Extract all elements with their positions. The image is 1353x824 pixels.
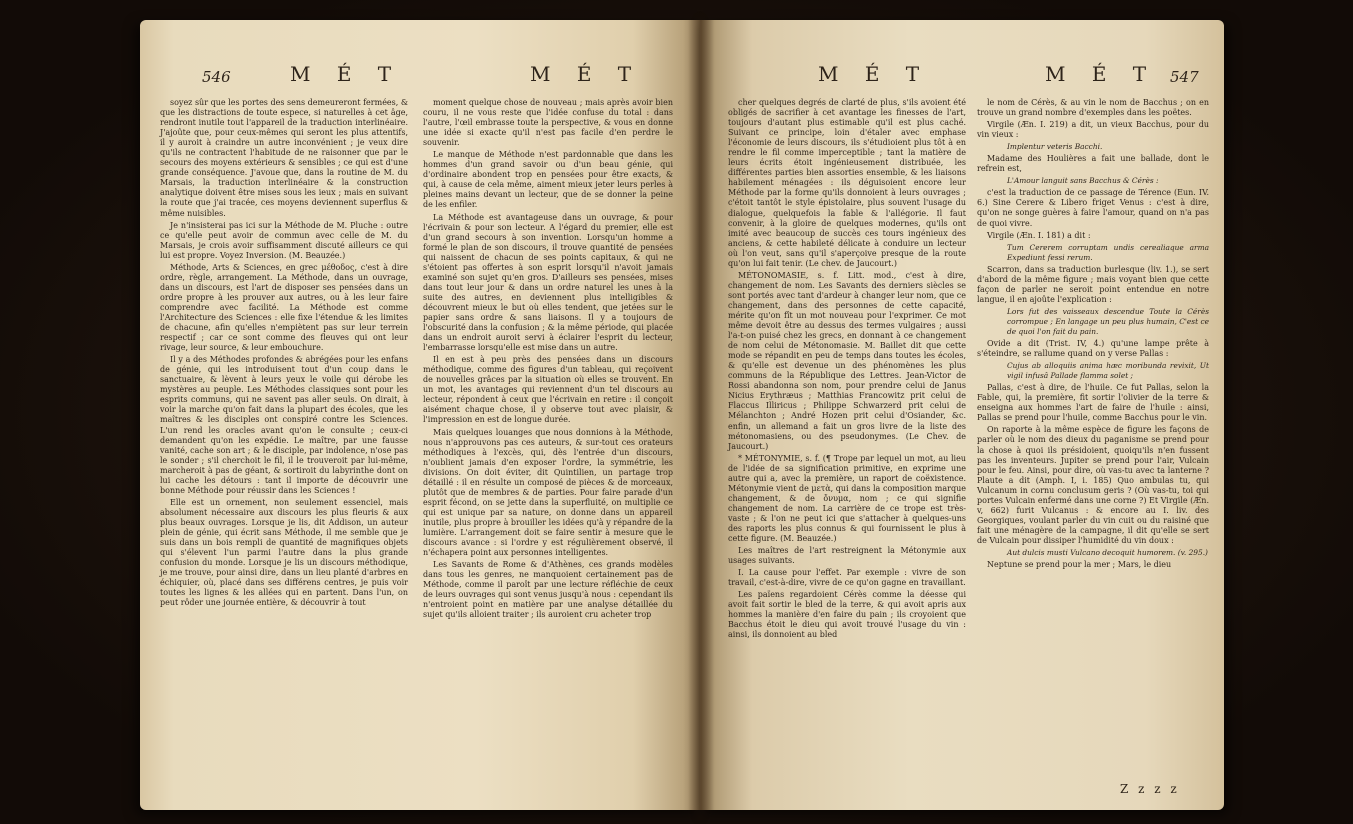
- paragraph: Je n'insisterai pas ici sur la Méthode de M. Pluche : outre ce qu'elle peut avoir de commun avec celle de M. du Marsais, je crois avoir suffisamment discuté ailleurs ce qui lui est propre. Voyez Inversion. (M. Beauzée.): [160, 220, 408, 260]
- right-column-2: [977, 98, 1209, 572]
- paragraph: Il y a des Méthodes profondes & abrégées pour les enfans de génie, qui les introduisent tout d'un coup dans le sanctuaire, & lèvent à leurs yeux le voile qui dérobe les mystères au peuple. Les Méthodes classiques sont pour les esprits communs, qui ne savent pas aller seuls. On dirait, à voir la marche qu'on fait dans la plupart des écoles, que les maîtres & les disciples ont conspiré contre les Sciences. L'un rend les oracles avant qu'on le consulte ; ceux-ci demandent qu'on les expédie. Le maître, par une fausse vanité, cache son art ; & le disciple, par indolence, n'ose pas le sonder ; s'il cherchoit le fil, il le trouveroit par lui-même, marcheroit à pas de géant, & sortiroit du labyrinthe dont on lui cache les détours : tant il importe de découvrir une bonne Méthode pour réussir dans les Sciences !: [160, 355, 408, 495]
- left-page: [140, 20, 700, 810]
- paragraph: moment quelque chose de nouveau ; mais après avoir bien couru, il ne vous reste que l'idée confuse du total : dans l'autre, l'œil embrasse toute la perspective, & vous en donne une idée si exacte qu'il n'est pas facile d'en perdre le souvenir.: [423, 98, 673, 148]
- paragraph: Scarron, dans sa traduction burlesque (liv. 1.), se sert d'abord de la même figure ; mais voyant bien que cette façon de parler ne seroit point entendue en notre langue, il en ajoûte l'explication :: [977, 264, 1209, 304]
- left-column-2: [423, 98, 673, 622]
- paragraph: Les Savants de Rome & d'Athènes, ces grands modèles dans tous les genres, ne manquoient certainement pas de Méthode, comme il paroît par une lecture réfléchie de ceux de leurs ouvrages qui sont venus jusqu'à nous : cependant ils n'entroient point en matière par une analyse détaillée du sujet qu'ils alloient traiter ; ils auroient cru acheter trop: [423, 560, 673, 620]
- paragraph: La Méthode est avantageuse dans un ouvrage, & pour l'écrivain & pour son lecteur. A l'égard du premier, elle est d'un grand secours à son invention. Lorsqu'un homme a formé le plan de son discours, il trouve quantité de pensées qui naissent de chacun de ses points capitaux, & qui ne s'étoient pas offertes à son esprit lorsqu'il n'avoit jamais examiné son sujet qu'en gros. D'ailleurs ses pensées, mises dans tout leur jour & dans un ordre naturel les unes à la suite des autres, en deviennent plus intelligibles & découvrent mieux le but où elles tendent, que jetées sur le papier sans ordre & sans liaisons. Il y a toujours de l'obscurité dans la confusion ; & la même période, qui placée dans un endroit auroit servi à éclairer l'esprit du lecteur, l'embarrasse lorsqu'elle est mise dans un autre.: [423, 212, 673, 353]
- paragraph: Les païens regardoient Cérès comme la déesse qui avoit fait sortir le bled de la terre, & qui avoit apris aux hommes la manière d'en faire du pain ; ils croyoient que Bacchus étoit le dieu qui avoit trouvé l'usage du vin : ainsi, ils donnoient au bled: [728, 590, 966, 640]
- right-running-head-1: M É T: [818, 62, 930, 86]
- paragraph: I. La cause pour l'effet. Par exemple : vivre de son travail, c'est-à-dire, vivre de ce qu'on gagne en travaillant.: [728, 568, 966, 588]
- paragraph: Virgile (Æn. I. 181) a dit :: [987, 230, 1091, 240]
- left-page-number: 546: [202, 68, 231, 86]
- paragraph: Les maîtres de l'art restreignent la Métonymie aux usages suivants.: [728, 546, 966, 566]
- verse-quote: L'Amour languit sans Bacchus & Cérès :: [1007, 176, 1159, 186]
- paragraph: Elle est un ornement, non seulement essenciel, mais absolument nécessaire aux discours les plus fleuris & aux plus beaux ouvrages. Lorsque je lis, dit Addison, un auteur plein de génie, qui écrit sans Méthode, il me semble que je suis dans un bois rempli de quantité de magnifiques objets qui s'élevent l'un parmi l'autre dans la plus grande confusion du monde. Lorsque je lis un discours méthodique, je me trouve, pour ainsi dire, dans un lieu planté d'arbres en échiquier, où, placé dans ses différens centres, je puis voir toutes les lignes & les allées qui en partent. Dans l'un, on peut rôder une journée entière, & découvrir à tout: [160, 497, 408, 608]
- paragraph: Neptune se prend pour la mer ; Mars, le dieu: [987, 560, 1172, 570]
- right-running-head-2: M É T: [1045, 62, 1157, 86]
- right-column-1: [728, 98, 966, 642]
- paragraph: Il en est à peu près des pensées dans un discours méthodique, comme des figures d'un tableau, qui reçoivent de nouvelles grâces par la situation où elles se trouvent. En un mot, les avantages qui reviennent d'un tel discours au lecteur, répondent à ceux que l'écrivain en retire : il conçoit aisément chaque chose, il y observe tout avec plaisir, & l'impression en est de longue durée.: [423, 355, 673, 425]
- paragraph: * MÉTONYMIE, s. f. (¶ Trope par lequel un mot, au lieu de l'idée de sa signification primitive, en exprime une autre qui a, avec la première, un raport de coëxistence. Métonymie vient de μετὰ, qui dans la composition marque changement, & de ὄνυμα, nom ; ce qui signifie changement de nom. La carrière de ce trope est très-vaste ; & l'on ne peut ici que s'attacher à quelques-uns des raports les plus connus & qui fournissent le plus à cette figure. (M. Beauzée.): [728, 453, 966, 544]
- paragraph: Ovide a dit (Trist. IV, 4.) qu'une lampe prête à s'éteindre, se rallume quand on y verse Pallas :: [977, 339, 1209, 359]
- paragraph: le nom de Cérès, & au vin le nom de Bacchus ; on en trouve un grand nombre d'exemples dans les poëtes.: [977, 98, 1209, 118]
- right-page: [700, 20, 1224, 810]
- verse-quote: Cujus ab alloquiis anima hæc moribunda revixit, Ut vigil infusâ Pallade flamma solet ;: [1007, 361, 1209, 381]
- paragraph: On raporte à la même espèce de figure les façons de parler où le nom des dieux du paganisme se prend pour la chose à quoi ils présidoient, quoiqu'ils n'en fussent pas les inventeurs. Jupiter se prend pour l'air, Vulcain pour le feu. Ainsi, pour dire, où vas-tu avec ta lanterne ? Plaute a dit (Amph. I, i. 185) Quo ambulas tu, qui Vulcanum in cornu conclusum geris ? (Où vas-tu, toi qui portes Vulcain enfermé dans une corne ?) Et Virgile (Æn. v, 662) furit Vulcanus : & encore au I. liv. des Georgiques, voulant parler du vin cuit ou du raisiné que fait une ménagère de la campagne, il dit qu'elle se sert de Vulcain pour dissiper l'humidité du vin doux :: [977, 425, 1209, 545]
- paragraph: Virgile (Æn. I. 219) a dit, un vieux Bacchus, pour du vin vieux :: [977, 120, 1209, 140]
- left-running-head-2: M É T: [530, 62, 642, 86]
- verse-quote: Aut dulcis musti Vulcano decoquit humorem. (v. 295.): [1007, 547, 1208, 557]
- right-page-number: 547: [1170, 68, 1199, 86]
- verse-quote: Tum Cererem corruptam undis cerealiaque arma Expediunt fessi rerum.: [1007, 242, 1209, 262]
- signature-mark: Z z z z: [1120, 782, 1180, 796]
- paragraph: Pallas, c'est à dire, de l'huile. Ce fut Pallas, selon la Fable, qui, la première, fit sortir l'olivier de la terre & enseigna aux hommes l'art de faire de l'huile : ainsi, Pallas se prend pour l'huile, comme Bacchus pour le vin.: [977, 383, 1209, 423]
- paragraph: Madame des Houlières a fait une ballade, dont le refrein est,: [977, 154, 1209, 174]
- paragraph: Mais quelques louanges que nous donnions à la Méthode, nous n'approuvons pas ces auteurs, & sur-tout ces orateurs méthodiques à l'excès, qui, dès l'entrée d'un discours, n'oublient jamais d'en exposer l'ordre, la symmétrie, les divisions. On doit éviter, dit Quintilien, un partage trop détaillé : il en résulte un composé de pièces & de morceaux, plutôt que de membres & de parties. Pour faire parade d'un esprit fécond, on se jette dans la superfluité, on multiplie ce qui est unique par sa nature, on donne dans un appareil inutile, plus propre à brouiller les idées qu'à y répandre de la lumière. L'arrangement doit se faire sentir à mesure que le discours avance : si l'ordre y est régulièrement observé, il n'échapera point aux personnes intelligentes.: [423, 427, 673, 558]
- paragraph: soyez sûr que les portes des sens demeureront fermées, & que les distractions de toute espece, si naturelles à cet âge, rendront inutile tout l'appareil de la traduction interlinéaire. J'ajoûte que, pour ceux-mêmes qui seront les plus attentifs, il y auroit à craindre un autre inconvénient ; je veux dire qu'ils ne contractent l'habitude de ne raisonner que par le secours des moyens extérieurs & sensibles ; ce qui est d'une grande conséquence. J'avoue que, dans la routine de M. du Marsais, la traduction interlinéaire & la construction analytique doivent être mises sous les ieux ; mais en suivant la route que j'ai tracée, ces moyens deviennent superflus & même nuisibles.: [160, 98, 408, 218]
- paragraph: cher quelques degrés de clarté de plus, s'ils avoient été obligés de sacrifier à cet avantage les finesses de l'art, toujours d'autant plus estimable qu'il est plus caché. Suivant ce principe, loin d'étaler avec emphase l'économie de leurs discours, ils s'étudioient plus tôt à en rendre le fil comme imperceptible ; tant la matière de leurs écrits étoit ingénieusement distribuée, les différentes parties bien assorties ensemble, & les liaisons habilement ménagées : ils déguisoient encore leur Méthode par la forme qu'ils donnoient à leurs ouvrages ; c'étoit tantôt le style épistolaire, plus souvent l'usage du dialogue, quelquefois la fable & l'allégorie. Il faut convenir, à la gloire de quelques modernes, qu'ils ont imité avec beaucoup de succès ces tours ingénieux des anciens, & cette habileté délicate à conduire un lecteur où l'on veut, sans qu'il s'aperçoive presque de la route qu'on lui fait tenir. (Le chev. de Jaucourt.): [728, 98, 966, 268]
- paragraph: MÉTONOMASIE, s. f. Litt. mod., c'est à dire, changement de nom. Les Savants des derniers siècles se sont portés avec tant d'ardeur à changer leur nom, que ce changement, dans des personnes de cette capacité, mérite qu'on fît un mot nouveau pour l'exprimer. Ce mot même devoit être au dessus des termes vulgaires ; aussi l'a-t-on puisé chez les grecs, en donnant à ce changement de nom celui de Métonomasie. M. Baillet dit que cette mode se répandit en peu de temps dans toutes les écoles, & qu'elle est devenue un des phénomènes les plus communs de la République des Lettres. Jean-Victor de Rossi abandonna son nom, pour prendre celui de Janus Nicius Erythræus ; Matthias Francowitz prit celui de Flaccus Illiricus ; Philippe Schwarzerd prit celui de Mélanchton ; André Hozen prit celui d'Osiander, &c. enfin, un allemand a fait un gros livre de la liste des métonomasiens, ou des pseudonymes. (Le Chev. de Jaucourt.): [728, 270, 966, 451]
- left-running-head-1: M É T: [290, 62, 402, 86]
- verse-quote: Implentur veteris Bacchi.: [1007, 142, 1103, 152]
- paragraph: c'est la traduction de ce passage de Térence (Eun. IV. 6.) Sine Cerere & Libero friget Venus : c'est à dire, qu'on ne songe guères à faire l'amour, quand on n'a pas de quoi vivre.: [977, 188, 1209, 228]
- paragraph: Le manque de Méthode n'est pardonnable que dans les hommes d'un grand savoir ou d'un beau génie, qui d'ordinaire abondent trop en pensées pour être exacts, & qui, à cause de cela même, aiment mieux jeter leurs perles à pleines mains devant un lecteur, que de se donner la peine de les enfiler.: [423, 150, 673, 210]
- verse-quote: Lors fut des vaisseaux descendue Toute la Cérès corrompue ; En langage un peu plus humain, C'est ce de quoi l'on fait du pain.: [1007, 306, 1209, 336]
- paragraph: Méthode, Arts & Sciences, en grec μέθοδος, c'est à dire ordre, règle, arrangement. La Méthode, dans un ouvrage, dans un discours, est l'art de disposer ses pensées dans un ordre propre à les prouver aux autres, ou à les leur faire comprendre avec facilité. La Méthode est comme l'Architecture des Sciences : elle fixe l'étendue & les limites de chacune, afin qu'elles n'empiètent pas sur leur terrein respectif ; car ce sont comme des fleuves qui ont leur rivage, leur source, & leur embouchure.: [160, 262, 408, 353]
- left-column-1: [160, 98, 408, 610]
- book-gutter: [688, 20, 714, 810]
